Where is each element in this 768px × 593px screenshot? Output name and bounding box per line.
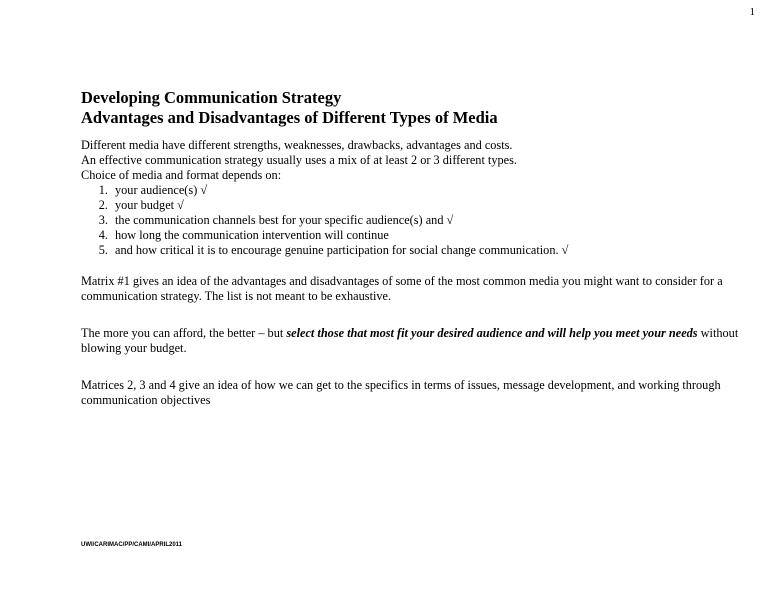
matrix1-paragraph: Matrix #1 gives an idea of the advantages and disadvantages of some of the most common media you might want to consider for a communication strategy. The list is not meant to be exhaustive. — [81, 274, 723, 303]
list-item: 3. the communication channels best for your specific audience(s) and √ — [111, 213, 741, 228]
criteria-list — [81, 183, 741, 258]
afford-paragraph — [81, 326, 741, 356]
title-line-1: Developing Communication Strategy — [81, 88, 342, 107]
intro-line: Choice of media and format depends on: — [81, 168, 282, 182]
intro-line: Different media have different strengths, weaknesses, drawbacks, advantages and costs. — [81, 138, 513, 152]
title-line-2: Advantages and Disadvantages of Different Types of Media — [81, 108, 498, 127]
afford-text-end: without blowing your budget. — [81, 326, 739, 355]
matrices-paragraph: Matrices 2, 3 and 4 give an idea of how we can get to the specifics in terms of issues, message development, and working through communication objectives — [81, 378, 721, 407]
list-item: 1. your audience(s) √ — [111, 183, 741, 198]
intro-line: An effective communication strategy usually uses a mix of at least 2 or 3 different types. — [81, 153, 517, 167]
afford-text: The more you can afford, the better – but — [81, 326, 287, 340]
footer: UWI/CARIMAC/PP/CAMI/APRIL2011 — [81, 542, 183, 548]
intro — [81, 138, 741, 183]
list-item: 5. and how critical it is to encourage genuine participation for social change communication. √ — [111, 243, 741, 258]
page-number: 1 — [749, 6, 755, 18]
list-item: 2. your budget √ — [111, 198, 741, 213]
document-body — [81, 88, 741, 408]
list-item: 4. how long the communication intervention will continue — [111, 228, 741, 243]
afford-emphasis: select those that most fit your desired audience and will help you meet your needs — [286, 326, 698, 340]
